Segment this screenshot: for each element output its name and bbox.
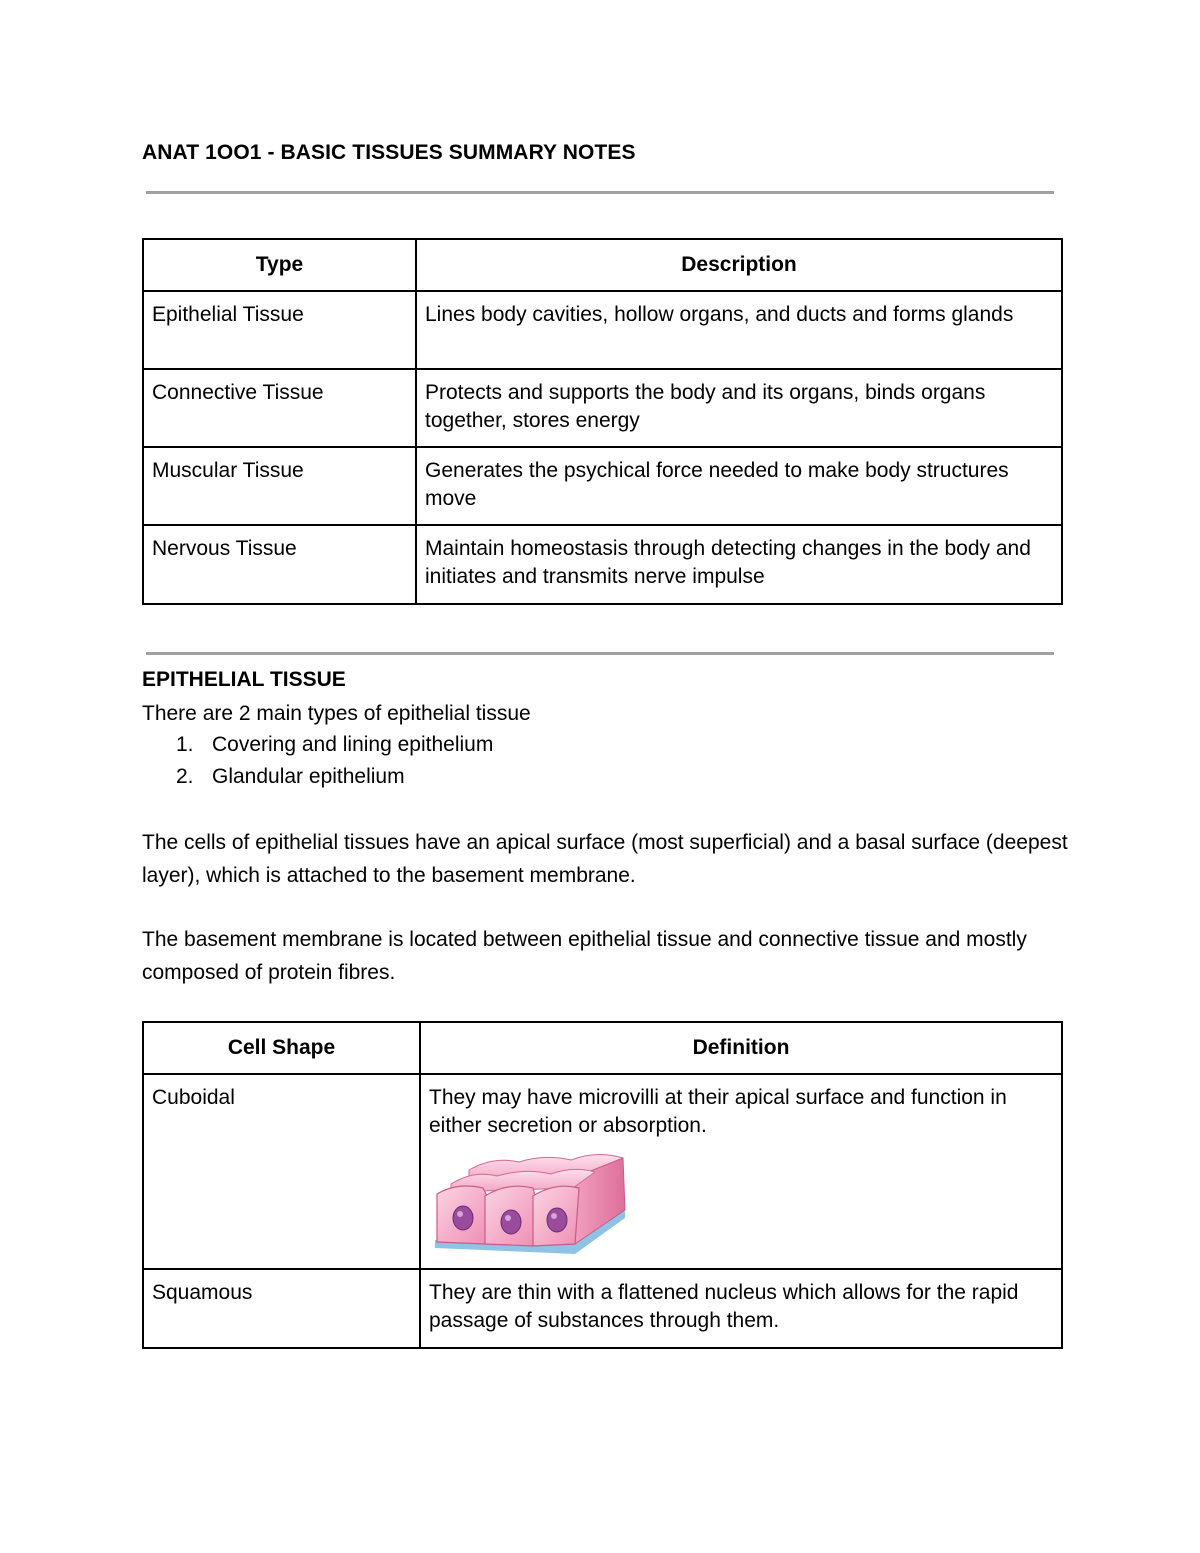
basement-membrane-paragraph: The basement membrane is located between epithelial tissue and connective tissue and mostly composed of protein fibres. [142,928,1027,984]
nucleus-highlight [505,1215,511,1221]
cell-shape-table [142,1021,1063,1349]
surfaces-paragraph: The cells of epithelial tissues have an apical surface (most superficial) and a basal surface (deepest layer), which is attached to the basement membrane. [142,831,1068,887]
horizontal-rule [146,191,1054,194]
cell-definition-cell: They are thin with a flattened nucleus which allows for the rapid passage of substances through them. [420,1269,1062,1348]
cell-nucleus [547,1208,567,1232]
list-item-label: Glandular epithelium [212,765,405,788]
tissue-description-cell: Generates the psychical force needed to make body structures move [416,447,1062,525]
column-header-definition: Definition [420,1022,1062,1074]
nucleus-highlight [551,1213,557,1219]
table-row [143,291,1062,369]
column-header-description: Description [416,239,1062,291]
list-item-number: 2. [176,765,194,788]
table-header-row [143,1022,1062,1074]
tissue-types-table [142,238,1063,605]
table-header-row [143,239,1062,291]
tissue-description-cell: Protects and supports the body and its organs, binds organs together, stores energy [416,369,1062,447]
tissue-description-cell: Lines body cavities, hollow organs, and ducts and forms glands [416,291,1062,369]
table-row [143,369,1062,447]
tissue-type-cell: Epithelial Tissue [143,291,416,369]
tissue-description-cell: Maintain homeostasis through detecting changes in the body and initiates and transmits nerve impulse [416,525,1062,604]
cell-shape-cell: Cuboidal [143,1074,420,1269]
list-item [142,761,493,793]
list-item [142,729,493,761]
list-item-number: 1. [176,733,194,756]
definition-text: They may have microvilli at their apical surface and function in either secretion or absorption. [429,1086,1007,1137]
list-item-label: Covering and lining epithelium [212,733,494,756]
document-title: ANAT 1OO1 - BASIC TISSUES SUMMARY NOTES [142,141,636,164]
table-row [143,1074,1062,1269]
cell-nucleus [453,1206,473,1230]
table-row [143,525,1062,604]
tissue-type-cell: Muscular Tissue [143,447,416,525]
cell-definition-cell [420,1074,1062,1269]
nucleus-highlight [457,1211,463,1217]
section-heading-epithelial: EPITHELIAL TISSUE [142,668,346,691]
column-header-type: Type [143,239,416,291]
cell-nucleus [501,1210,521,1234]
table-row [143,1269,1062,1348]
epithelium-types-list [142,729,493,793]
cuboidal-epithelium-illustration [433,1148,629,1258]
cell-shape-cell: Squamous [143,1269,420,1348]
column-header-cell-shape: Cell Shape [143,1022,420,1074]
horizontal-rule [146,652,1054,655]
intro-paragraph: There are 2 main types of epithelial tissue [142,702,531,725]
tissue-type-cell: Nervous Tissue [143,525,416,604]
table-row [143,447,1062,525]
tissue-type-cell: Connective Tissue [143,369,416,447]
